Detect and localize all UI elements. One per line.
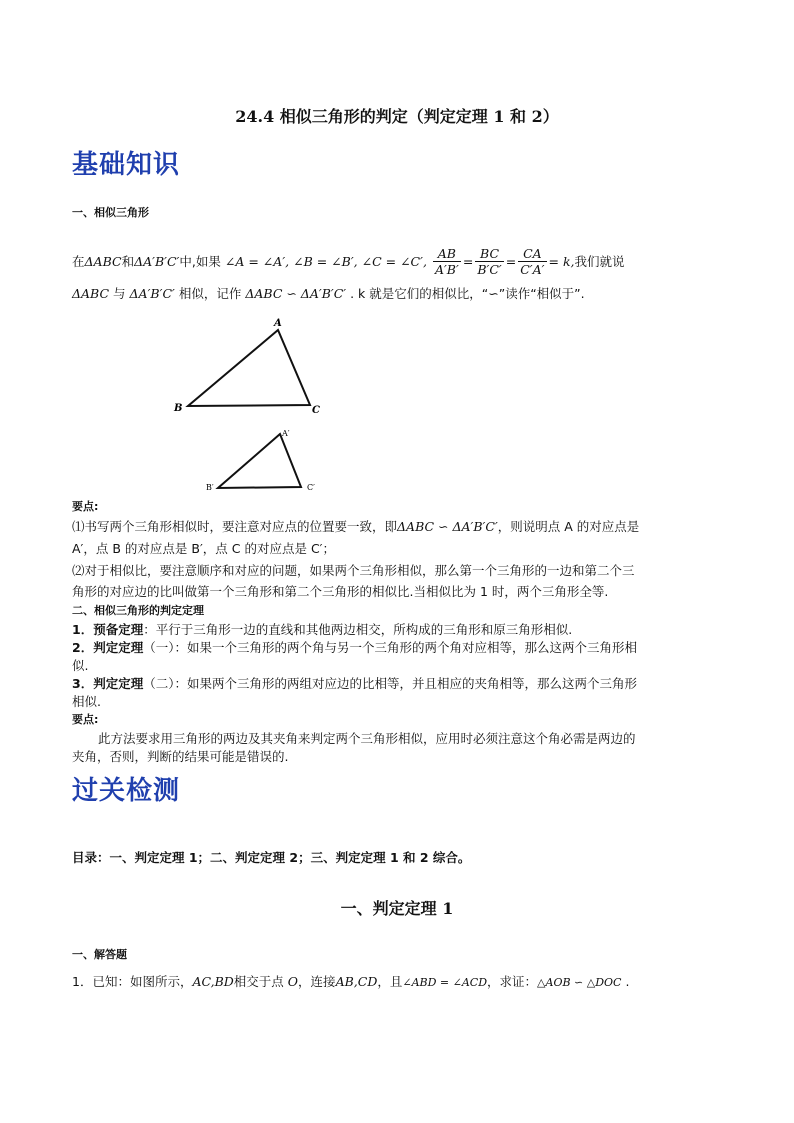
math-expression: AB,CD (335, 974, 378, 989)
ratio-k: = k, (548, 253, 575, 269)
question-text: 相交于点 (233, 974, 284, 989)
subheading-theorems: 二、相似三角形的判定定理 (72, 604, 204, 617)
equals-sign: = (505, 253, 517, 269)
subheading-similar-triangles: 一、相似三角形 (72, 206, 149, 219)
keypoints-label: 要点: (72, 713, 99, 726)
theorem-text: （二）：如果两个三角形的两组对应边的比相等，并且相应的夹角相等，那么这两个三角形 (143, 676, 637, 691)
triangle-abc: ΔABC (84, 253, 122, 269)
ratio-ca (518, 246, 546, 277)
question-1 (72, 972, 629, 990)
theorem-text: （一）：如果一个三角形的两个角与另一个三角形的两个角对应相等，那么这两个三角形相 (143, 640, 637, 655)
theorem-3-line-2: 相似. (72, 694, 101, 709)
theorem-label: 3．判定定理 (72, 676, 144, 691)
equals-sign: = (462, 253, 474, 269)
question-text: 1．已知：如图所示， (72, 974, 193, 989)
keypoint-2-line-1: ⑵对于相似比，要注意顺序和对应的问题，如果两个三角形相似，那么第一个三角形的一边和第二个三 (72, 563, 635, 578)
similarity-notation: ΔABC ∽ ΔA′B′C′ (397, 519, 498, 534)
triangle-a-prime: ΔA′B′C′ (129, 286, 175, 301)
definition-line-1 (72, 240, 625, 282)
definition-text: 我们就说 (574, 254, 625, 269)
keypoint-3-line-1: 此方法要求用三角形的两边及其夹角来判定两个三角形相似，应用时必须注意这个角必需是两边的 (98, 731, 636, 746)
question-text: ，连接 (298, 974, 336, 989)
vertex-label-c: C (312, 405, 320, 416)
similar-triangles-figure (170, 312, 330, 497)
vertex-label-a: A (274, 318, 282, 329)
section-check-heading: 过关检测 (72, 776, 181, 806)
keypoint-2-line-2: 角形的对应边的比叫做第一个三角形和第二个三角形的相似比.当相似比为 1 时，两个三角形全等. (72, 584, 609, 599)
theorem-1 (72, 620, 572, 638)
math-expression: ∠ABD = ∠ACD (402, 976, 488, 989)
keypoint-text: ⑴书写两个三角形相似时，要注意对应点的位置要一致，即 (72, 519, 398, 534)
question-text: . (625, 974, 630, 989)
math-expression: O (287, 974, 299, 989)
page-title: 24.4 相似三角形的判定（判定定理 1 和 2） (235, 107, 559, 126)
angle-equalities: ∠A = ∠A′, ∠B = ∠B′, ∠C = ∠C′, (224, 253, 427, 269)
definition-text: . k 就是它们的相似比，“∽”读作“相似于”. (350, 286, 585, 301)
math-expression: △AOB ∽ △DOC (537, 976, 622, 989)
theorem-3-line-1 (72, 674, 637, 692)
definition-line-2 (72, 284, 585, 302)
definition-text: 中,如果 (179, 254, 221, 269)
definition-text: 与 (113, 286, 126, 301)
section-basics-heading: 基础知识 (72, 150, 181, 180)
vertex-label-c-prime: C′ (307, 483, 315, 492)
ratio-numerator: AB (433, 246, 461, 262)
definition-text: 相似，记作 (178, 286, 242, 301)
ratio-denominator: A′B′ (434, 261, 459, 277)
ratio-numerator: CA (518, 246, 546, 262)
question-text: ，求证： (487, 974, 538, 989)
ratio-ab (433, 246, 461, 277)
triangle-a-prime: ΔA′B′C′ (134, 253, 180, 269)
ratio-denominator: B′C′ (477, 261, 502, 277)
similarity-notation: ΔABC ∽ ΔA′B′C′ (245, 286, 347, 301)
theorem-2-line-2: 似. (72, 658, 89, 673)
table-of-contents: 目录：一、判定定理 1；二、判定定理 2；三、判定定理 1 和 2 综合。 (72, 850, 471, 865)
ratio-numerator: BC (475, 246, 503, 262)
vertex-label-b: B (174, 403, 183, 414)
question-section-label: 一、解答题 (72, 948, 127, 961)
ratio-bc (475, 246, 503, 277)
triangle-a-prime-shape (218, 434, 301, 488)
theorem-label: 1．预备定理 (72, 622, 144, 637)
ratio-denominator: C′A′ (520, 261, 545, 277)
section-1-title: 一、判定定理 1 (340, 899, 454, 918)
keypoint-1-line-1 (72, 517, 639, 535)
math-expression: AC,BD (192, 974, 234, 989)
definition-text: 和 (121, 254, 135, 269)
theorem-2-line-1 (72, 638, 637, 656)
triangle-abc: ΔABC (72, 286, 110, 301)
vertex-label-a-prime: A′ (282, 429, 290, 438)
keypoint-3-line-2: 夹角，否则，判断的结果可能是错误的. (72, 749, 289, 764)
keypoint-text: ，则说明点 A 的对应点是 (497, 519, 640, 534)
keypoints-label: 要点: (72, 500, 99, 513)
theorem-text: ：平行于三角形一边的直线和其他两边相交，所构成的三角形和原三角形相似. (143, 622, 573, 637)
theorem-label: 2．判定定理 (72, 640, 144, 655)
vertex-label-b-prime: B′ (206, 483, 214, 492)
question-text: ，且 (377, 974, 403, 989)
triangle-abc-shape (188, 330, 310, 406)
keypoint-1-line-2: A′，点 B 的对应点是 B′，点 C 的对应点是 C′； (72, 541, 336, 556)
definition-text: 在 (72, 254, 85, 269)
